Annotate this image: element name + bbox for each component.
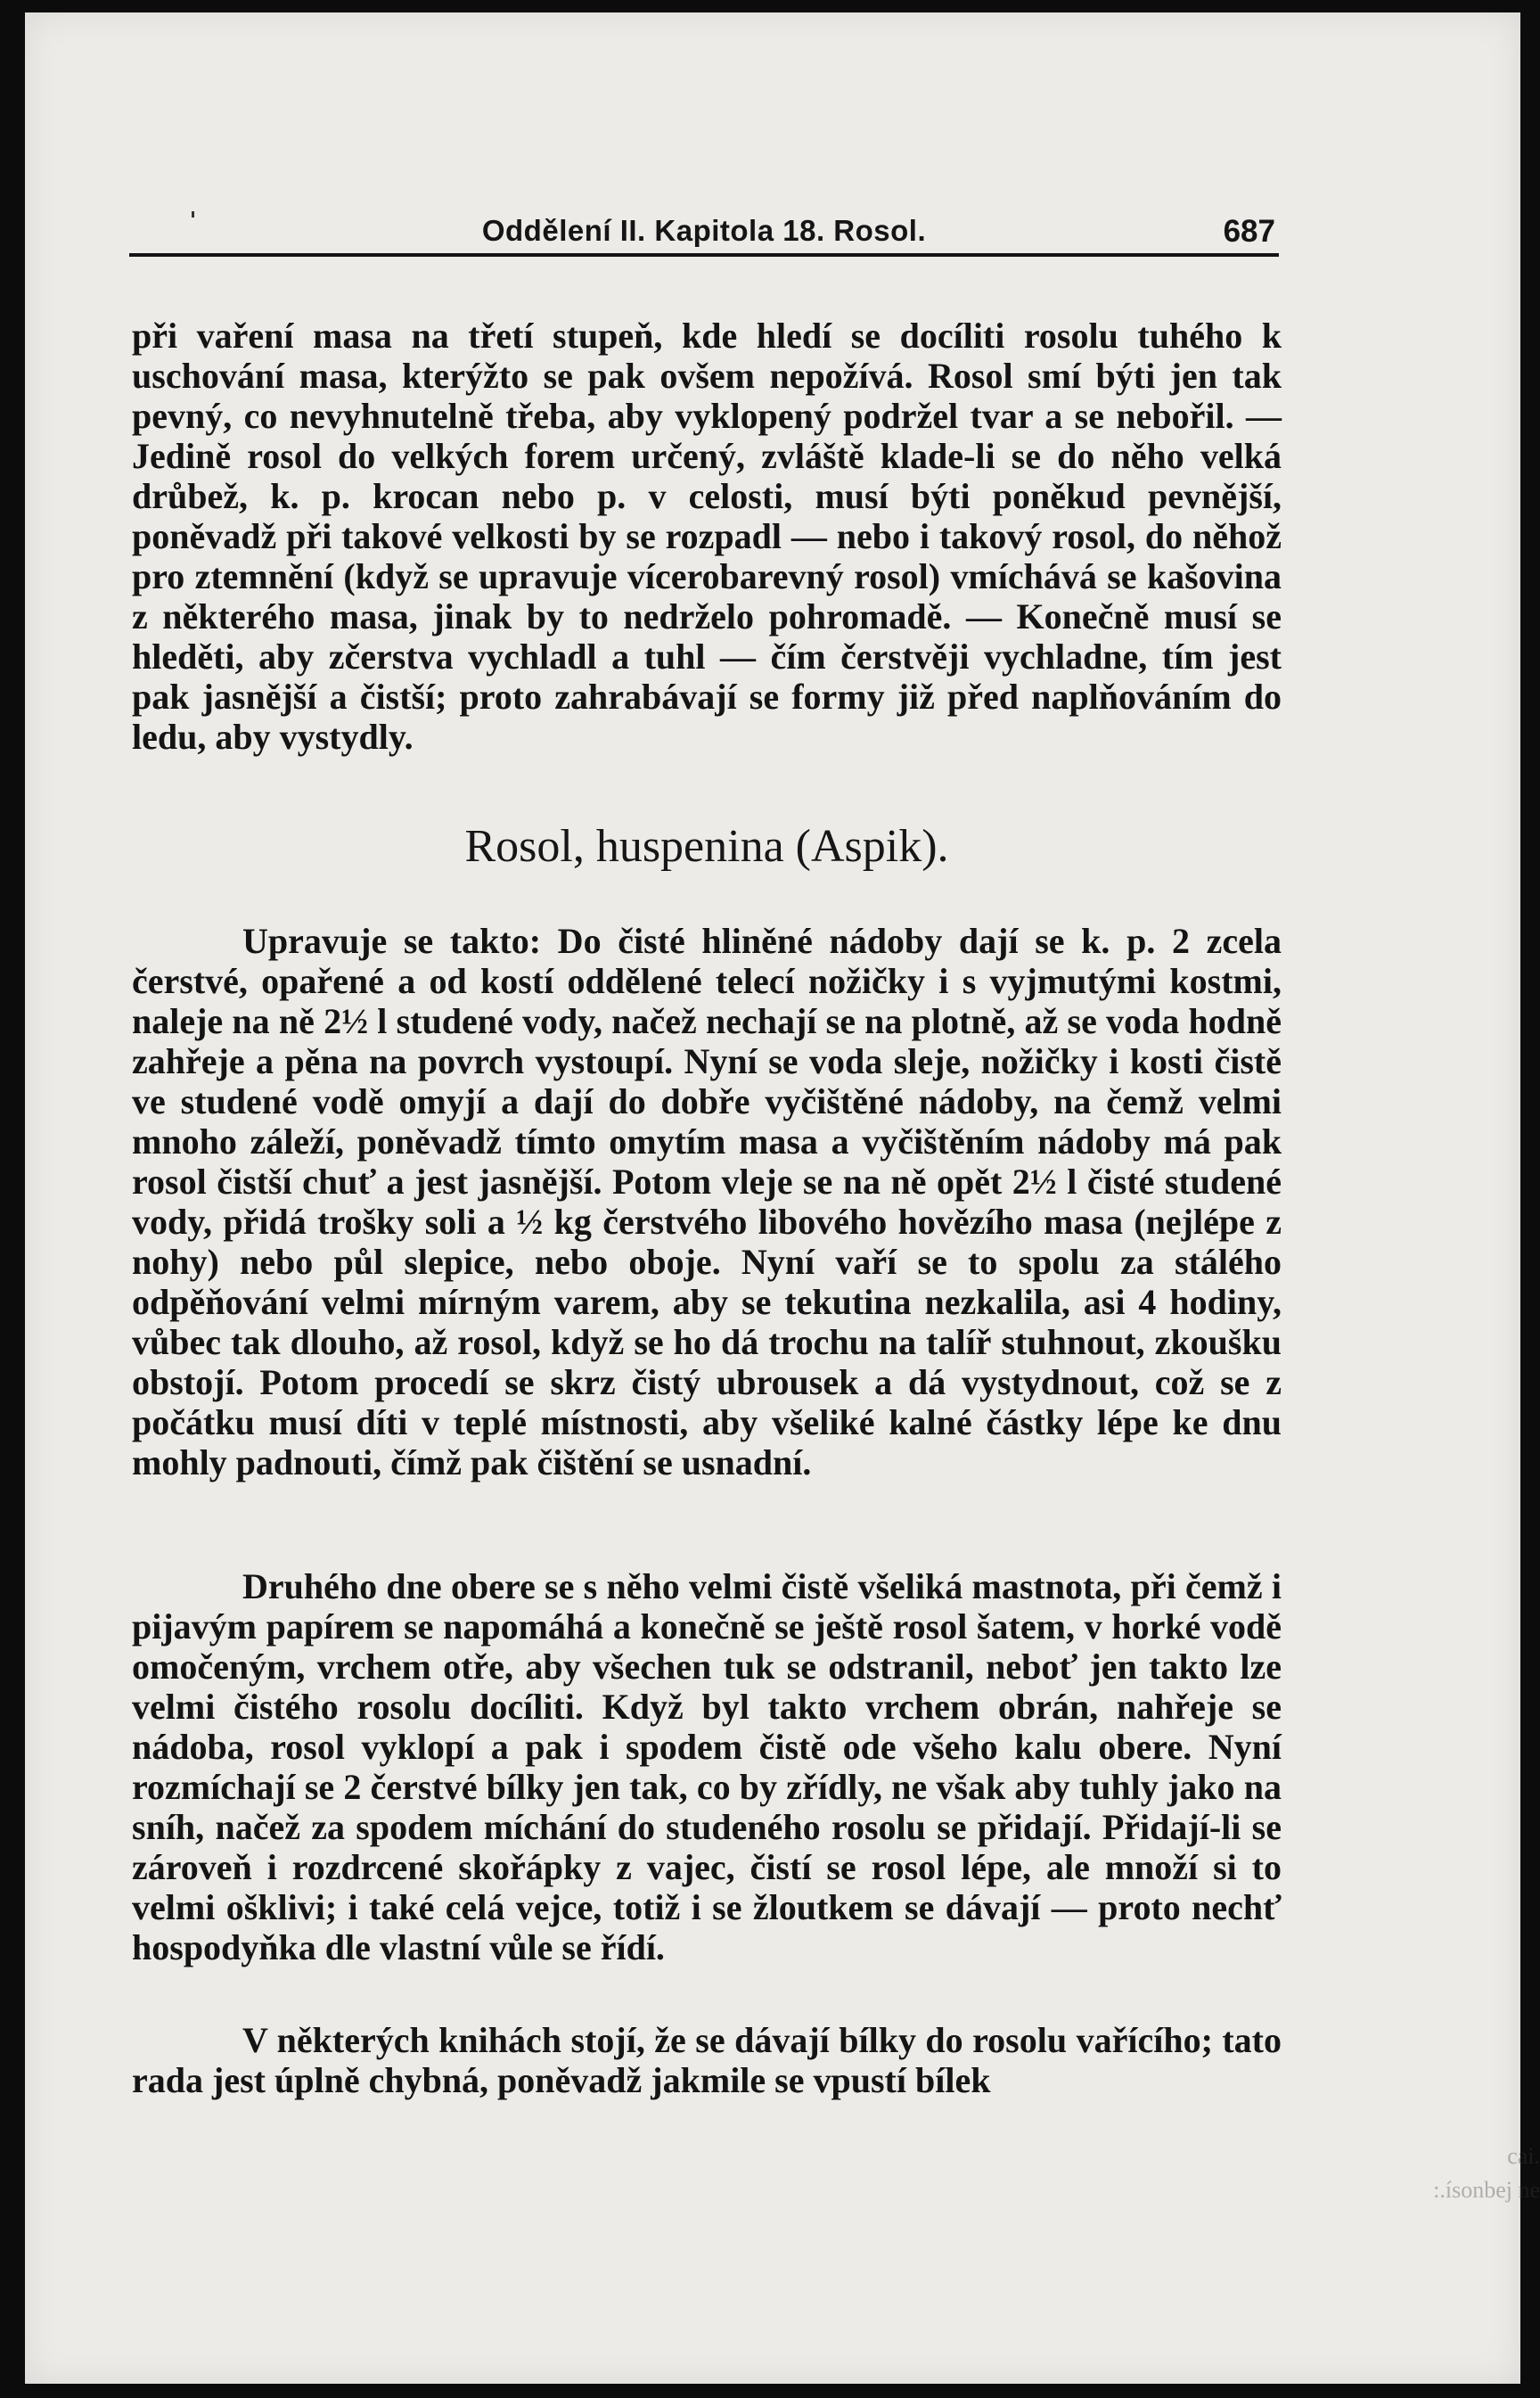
paragraph-continuation: při vaření masa na třetí stupeň, kde hledí se docíliti rosolu tuhého k uschování masa, kterýžto se pak ovšem nepožívá. Rosol smí býti jen tak pevný, co nevyhnutelně třeba, aby vyklopený podržel tvar a se nebořil. — Jedině rosol do velkých forem určený, zvláště klade-li se do něho velká drůbež, k. p. krocan nebo p. v celosti, musí býti poněkud pevnější, poněvadž při takové velkosti by se rozpadl — nebo i takový rosol, do něhož pro ztemnění (když se upravuje vícerobarevný rosol) vmíchává se kašovina z některého masa, jinak by to nedrželo pohromadě. — Konečně musí se hleděti, aby zčerstva vychladl a tuhl — čím čerstvěji vychladne, tím jest pak jasnější a čistší; proto zahrabávají se formy již před naplňováním do ledu, aby vystydly.	[132, 316, 1282, 757]
paragraph-next-day: Druhého dne obere se s něho velmi čistě všeliká mastnota, při čemž i pijavým papírem se napomáhá a konečně se ještě rosol šatem, v horké vodě omočeným, vrchem otře, aby všechen tuk se odstranil, neboť jen takto lze velmi čistého rosolu docíliti. Když byl takto vrchem obrán, nahřeje se nádoba, rosol vyklopí a pak i spodem čistě ode všeho kalu obere. Nyní rozmíchají se 2 čerstvé bílky jen tak, co by zřídly, ne však aby tuhly jako na sníh, načež za spodem míchání do studeného rosolu se přidají. Přidají-li se zároveň i rozdrcené skořápky z vajec, čistí se rosol lépe, ale množí si to velmi ošklivi; i také celá vejce, totiž i se žloutkem se dávají — proto nechť hospodyňka dle vlastní vůle se řídí.	[132, 1566, 1282, 1967]
page-header	[129, 214, 1279, 257]
page-number: 687	[1223, 214, 1275, 249]
running-head: Oddělení II. Kapitola 18. Rosol.	[481, 214, 927, 247]
section-title: Rosol, huspenina (Aspik).	[464, 821, 949, 872]
paragraph-preparation: Upravuje se takto: Do čisté hliněné nádoby dají se k. p. 2 zcela čerstvé, opařené a od kostí oddělené telecí nožičky i s vyjmutými kostmi, naleje na ně 2½ l studené vody, načež nechají se na plotně, až se voda hodně zahřeje a pěna na povrch vystoupí. Nyní se voda sleje, nožičky i kosti čistě ve studené vodě omyjí a dají do dobře vyčištěné nádoby, na čemž velmi mnoho záleží, poněvadž tímto omytím masa a vyčištěním nádoby má pak rosol čistší chuť a jest jasnější. Potom vleje se na ně opět 2½ l čisté studené vody, přidá trošky soli a ½ kg čerstvého libového hovězího masa (nejlépe z nohy) nebo půl slepice, nebo oboje. Nyní vaří se to spolu za stálého odpěňování velmi mírným varem, aby se tekutina nezkalila, asi 4 hodiny, vůbec tak dlouho, až rosol, když se ho dá trochu na talíř stuhnout, zkoušku obstojí. Potom procedí se skrz čistý ubrousek a dá vystydnout, což se z počátku musí díti v teplé místnosti, aby všeliké kalné částky lépe ke dnu mohly padnouti, čímž pak čištění se usnadní.	[132, 921, 1282, 1482]
paragraph-books-note: V některých knihách stojí, že se dávají bílky do rosolu vařícího; tato rada jest úplně chybná, poněvadž jakmile se vpustí bílek	[132, 2020, 1282, 2100]
bleed-through-text: cai. :.ísonbej ne	[1433, 2143, 1540, 2203]
